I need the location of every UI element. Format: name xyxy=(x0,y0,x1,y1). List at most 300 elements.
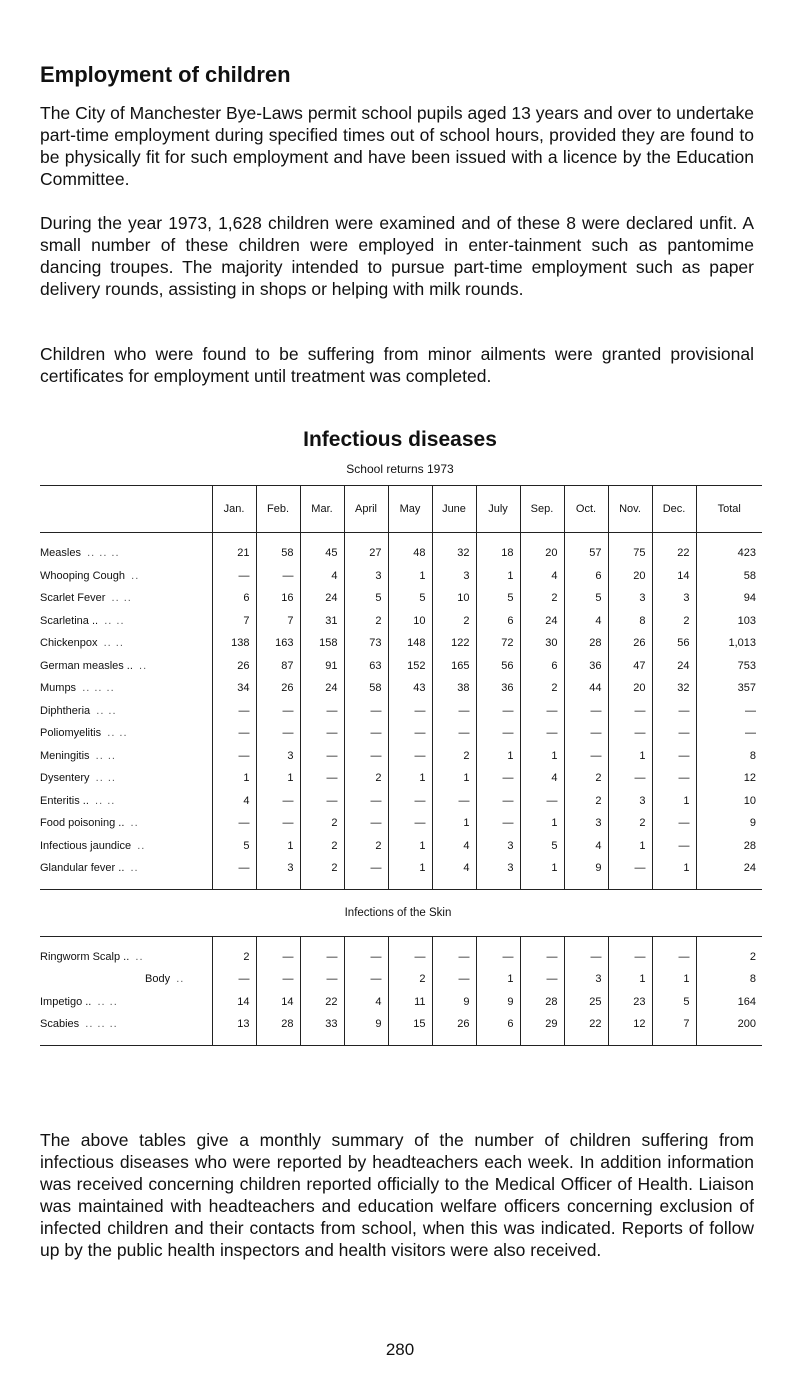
spacer-cell xyxy=(696,533,762,543)
month-value-cell: 4 xyxy=(520,767,564,790)
month-value-cell: 36 xyxy=(564,655,608,678)
month-value-cell: — xyxy=(344,722,388,745)
month-value-cell: — xyxy=(388,946,432,969)
column-header: May xyxy=(388,486,432,533)
month-value-cell: 24 xyxy=(300,587,344,610)
month-value-cell: 2 xyxy=(520,677,564,700)
month-value-cell: 91 xyxy=(300,655,344,678)
table-row xyxy=(40,542,762,565)
month-value-cell: 1 xyxy=(256,767,300,790)
row-label: Scabies xyxy=(40,1018,80,1031)
month-value-cell: — xyxy=(300,722,344,745)
month-value-cell: 4 xyxy=(432,835,476,858)
row-total-cell: 10 xyxy=(696,790,762,813)
month-value-cell: 72 xyxy=(476,632,520,655)
month-value-cell: 10 xyxy=(388,610,432,633)
month-value-cell: 11 xyxy=(388,991,432,1014)
row-label-cell xyxy=(40,722,212,745)
column-header: Total xyxy=(696,486,762,533)
month-value-cell: 3 xyxy=(344,565,388,588)
month-value-cell: 6 xyxy=(564,565,608,588)
month-value-cell: — xyxy=(608,722,652,745)
month-value-cell: 2 xyxy=(388,968,432,991)
month-value-cell: 4 xyxy=(564,610,608,633)
month-value-cell: 5 xyxy=(388,587,432,610)
row-total-cell: 357 xyxy=(696,677,762,700)
leader-dots: .. .. .. xyxy=(87,547,120,560)
month-value-cell: — xyxy=(388,812,432,835)
month-value-cell: — xyxy=(432,700,476,723)
paragraph-3: Children who were found to be suffering from minor ailments were granted provisional certificates for employment until treatment was completed. xyxy=(40,344,754,386)
month-value-cell: — xyxy=(212,565,256,588)
month-value-cell: — xyxy=(652,812,696,835)
month-value-cell: 15 xyxy=(388,1013,432,1036)
month-value-cell: 158 xyxy=(300,632,344,655)
spacer-cell xyxy=(388,936,432,946)
month-value-cell: 7 xyxy=(256,610,300,633)
spacer-row xyxy=(40,936,762,946)
spacer-cell xyxy=(608,936,652,946)
month-value-cell: 27 xyxy=(344,542,388,565)
month-value-cell: 7 xyxy=(652,1013,696,1036)
row-label: Glandular fever .. xyxy=(40,862,125,875)
row-label-cell xyxy=(40,655,212,678)
month-value-cell: 44 xyxy=(564,677,608,700)
paragraph-2: During the year 1973, 1,628 children were examined and of these 8 were declared unfit. A small number of these children were employed in enter-tainment such as pantomime dancing troupes. The majority intended to pursue part-time employment such as paper delivery rounds, assisting in shops or helping with milk rounds. xyxy=(40,213,754,299)
row-label: Meningitis xyxy=(40,749,90,762)
row-total-cell: 164 xyxy=(696,991,762,1014)
row-label-cell xyxy=(40,632,212,655)
table-title: Infectious diseases xyxy=(303,428,497,451)
month-value-cell: 3 xyxy=(476,835,520,858)
month-value-cell: — xyxy=(564,700,608,723)
month-value-cell: 1 xyxy=(388,835,432,858)
row-label: Scarlet Fever xyxy=(40,592,106,605)
infectious-diseases-table xyxy=(40,485,762,1046)
month-value-cell: — xyxy=(476,790,520,813)
table-row xyxy=(40,946,762,969)
month-value-cell: — xyxy=(652,700,696,723)
table-row xyxy=(40,610,762,633)
month-value-cell: 23 xyxy=(608,991,652,1014)
row-label: Dysentery xyxy=(40,772,90,785)
paragraph-1: The City of Manchester Bye-Laws permit school pupils aged 13 years and over to undertake part-time employment during specified times out of school hours, provided they are found to be physically fit for such employment and have been issued with a licence by the Education Committee. xyxy=(40,103,754,189)
spacer-row xyxy=(40,533,762,543)
month-value-cell: 1 xyxy=(608,835,652,858)
month-value-cell: 18 xyxy=(476,542,520,565)
month-value-cell: 5 xyxy=(344,587,388,610)
month-value-cell: 1 xyxy=(388,857,432,880)
spacer-cell xyxy=(520,880,564,890)
spacer-cell xyxy=(344,533,388,543)
month-value-cell: 7 xyxy=(212,610,256,633)
spacer-cell xyxy=(564,1036,608,1046)
month-value-cell: 10 xyxy=(432,587,476,610)
table-row xyxy=(40,565,762,588)
month-value-cell: — xyxy=(256,812,300,835)
spacer-cell xyxy=(432,533,476,543)
month-value-cell: 3 xyxy=(476,857,520,880)
month-value-cell: — xyxy=(652,722,696,745)
row-label-cell xyxy=(40,677,212,700)
month-value-cell: — xyxy=(608,857,652,880)
spacer-cell xyxy=(40,1036,212,1046)
month-value-cell: 56 xyxy=(652,632,696,655)
month-value-cell: — xyxy=(300,790,344,813)
month-value-cell: 4 xyxy=(300,565,344,588)
month-value-cell: 2 xyxy=(344,767,388,790)
month-value-cell: — xyxy=(608,767,652,790)
spacer-cell xyxy=(608,1036,652,1046)
month-value-cell: 14 xyxy=(212,991,256,1014)
month-value-cell: 2 xyxy=(564,790,608,813)
month-value-cell: 5 xyxy=(652,991,696,1014)
table-header-row xyxy=(40,486,762,533)
row-label-cell xyxy=(40,745,212,768)
month-value-cell: 2 xyxy=(300,812,344,835)
spacer-cell xyxy=(256,880,300,890)
month-value-cell: 3 xyxy=(564,812,608,835)
spacer-cell xyxy=(564,936,608,946)
row-label: Scarletina .. xyxy=(40,614,99,627)
month-value-cell: — xyxy=(212,722,256,745)
spacer-cell xyxy=(256,936,300,946)
month-value-cell: 138 xyxy=(212,632,256,655)
month-value-cell: 5 xyxy=(212,835,256,858)
month-value-cell: 20 xyxy=(608,565,652,588)
month-value-cell: 12 xyxy=(608,1013,652,1036)
month-value-cell: — xyxy=(476,767,520,790)
row-total-cell: 200 xyxy=(696,1013,762,1036)
month-value-cell: 21 xyxy=(212,542,256,565)
month-value-cell: 38 xyxy=(432,677,476,700)
table-subtitle: School returns 1973 xyxy=(346,462,454,476)
month-value-cell: 3 xyxy=(564,968,608,991)
spacer-row xyxy=(40,880,762,890)
month-value-cell: 47 xyxy=(608,655,652,678)
month-value-cell: — xyxy=(564,722,608,745)
month-value-cell: 6 xyxy=(520,655,564,678)
row-total-cell: 9 xyxy=(696,812,762,835)
month-value-cell: 16 xyxy=(256,587,300,610)
month-value-cell: 1 xyxy=(388,767,432,790)
column-header: June xyxy=(432,486,476,533)
table-row xyxy=(40,857,762,880)
column-header: Mar. xyxy=(300,486,344,533)
month-value-cell: 6 xyxy=(476,1013,520,1036)
month-value-cell: 9 xyxy=(476,991,520,1014)
month-value-cell: — xyxy=(212,812,256,835)
month-value-cell: 3 xyxy=(256,745,300,768)
month-value-cell: — xyxy=(520,700,564,723)
leader-dots: .. .. .. xyxy=(85,1018,118,1031)
leader-dots: .. .. xyxy=(111,592,132,605)
month-value-cell: 25 xyxy=(564,991,608,1014)
column-header: Jan. xyxy=(212,486,256,533)
month-value-cell: 1 xyxy=(520,812,564,835)
month-value-cell: 3 xyxy=(256,857,300,880)
spacer-cell xyxy=(40,533,212,543)
month-value-cell: — xyxy=(344,700,388,723)
spacer-cell xyxy=(476,936,520,946)
row-label: Food poisoning .. xyxy=(40,817,125,830)
month-value-cell: 163 xyxy=(256,632,300,655)
spacer-cell xyxy=(652,533,696,543)
column-header: Feb. xyxy=(256,486,300,533)
month-value-cell: — xyxy=(344,812,388,835)
month-value-cell: — xyxy=(388,745,432,768)
month-value-cell: — xyxy=(476,946,520,969)
table-row xyxy=(40,655,762,678)
row-total-cell: 24 xyxy=(696,857,762,880)
row-label-cell xyxy=(40,991,212,1014)
month-value-cell: 3 xyxy=(608,790,652,813)
row-label-cell xyxy=(40,790,212,813)
leader-dots: .. xyxy=(176,973,185,986)
row-label-cell xyxy=(40,565,212,588)
spacer-cell xyxy=(300,936,344,946)
spacer-cell xyxy=(388,880,432,890)
month-value-cell: — xyxy=(344,968,388,991)
month-value-cell: 4 xyxy=(432,857,476,880)
table-body xyxy=(40,486,762,1046)
month-value-cell: — xyxy=(212,745,256,768)
row-label: Whooping Cough xyxy=(40,569,126,582)
page-number: 280 xyxy=(385,1340,415,1359)
month-value-cell: 36 xyxy=(476,677,520,700)
month-value-cell: 2 xyxy=(432,745,476,768)
header-blank-cell xyxy=(40,486,212,533)
leader-dots: .. .. xyxy=(95,772,116,785)
month-value-cell: — xyxy=(432,946,476,969)
leader-dots: .. xyxy=(137,839,146,852)
month-value-cell: 2 xyxy=(344,610,388,633)
month-value-cell: 22 xyxy=(300,991,344,1014)
month-value-cell: — xyxy=(344,946,388,969)
month-value-cell: 2 xyxy=(652,610,696,633)
spacer-cell xyxy=(40,936,212,946)
leader-dots: .. .. xyxy=(97,995,118,1008)
month-value-cell: 9 xyxy=(432,991,476,1014)
month-value-cell: 22 xyxy=(652,542,696,565)
month-value-cell: 4 xyxy=(520,565,564,588)
month-value-cell: — xyxy=(300,767,344,790)
month-value-cell: — xyxy=(300,745,344,768)
leader-dots: .. .. xyxy=(95,794,116,807)
column-header: Nov. xyxy=(608,486,652,533)
table-row xyxy=(40,587,762,610)
month-value-cell: 1 xyxy=(652,968,696,991)
table-row xyxy=(40,677,762,700)
spacer-cell xyxy=(388,1036,432,1046)
month-value-cell: 75 xyxy=(608,542,652,565)
row-total-cell: — xyxy=(696,700,762,723)
month-value-cell: — xyxy=(256,946,300,969)
month-value-cell: 63 xyxy=(344,655,388,678)
row-label: Mumps xyxy=(40,682,77,695)
month-value-cell: 4 xyxy=(564,835,608,858)
month-value-cell: 6 xyxy=(476,610,520,633)
month-value-cell: 29 xyxy=(520,1013,564,1036)
column-header: Dec. xyxy=(652,486,696,533)
month-value-cell: — xyxy=(256,565,300,588)
leader-dots: .. .. .. xyxy=(82,682,115,695)
month-value-cell: — xyxy=(432,722,476,745)
month-value-cell: — xyxy=(608,700,652,723)
row-total-cell: 58 xyxy=(696,565,762,588)
row-total-cell: 8 xyxy=(696,968,762,991)
table-row xyxy=(40,991,762,1014)
month-value-cell: 14 xyxy=(256,991,300,1014)
month-value-cell: 2 xyxy=(432,610,476,633)
row-label: Infectious jaundice xyxy=(40,839,132,852)
month-value-cell: 122 xyxy=(432,632,476,655)
month-value-cell: 3 xyxy=(608,587,652,610)
month-value-cell: — xyxy=(652,745,696,768)
month-value-cell: — xyxy=(520,946,564,969)
month-value-cell: 48 xyxy=(388,542,432,565)
month-value-cell: 4 xyxy=(344,991,388,1014)
row-label: German measles .. xyxy=(40,659,133,672)
month-value-cell: 6 xyxy=(212,587,256,610)
month-value-cell: 1 xyxy=(652,857,696,880)
month-value-cell: 1 xyxy=(476,745,520,768)
month-value-cell: 9 xyxy=(344,1013,388,1036)
row-label-cell xyxy=(40,587,212,610)
month-value-cell: 5 xyxy=(520,835,564,858)
leader-dots: .. .. xyxy=(104,614,125,627)
spacer-cell xyxy=(344,1036,388,1046)
month-value-cell: 2 xyxy=(520,587,564,610)
month-value-cell: 1 xyxy=(608,968,652,991)
month-value-cell: 45 xyxy=(300,542,344,565)
spacer-cell xyxy=(300,1036,344,1046)
month-value-cell: — xyxy=(300,968,344,991)
row-total-cell: 28 xyxy=(696,835,762,858)
month-value-cell: — xyxy=(652,946,696,969)
month-value-cell: 30 xyxy=(520,632,564,655)
leader-dots: .. .. xyxy=(96,704,117,717)
spacer-cell xyxy=(300,880,344,890)
month-value-cell: 148 xyxy=(388,632,432,655)
row-label: Body xyxy=(145,973,171,986)
spacer-cell xyxy=(432,880,476,890)
month-value-cell: — xyxy=(256,700,300,723)
spacer-cell xyxy=(388,533,432,543)
spacer-cell xyxy=(696,936,762,946)
month-value-cell: 43 xyxy=(388,677,432,700)
spacer-cell xyxy=(652,1036,696,1046)
row-label: Diphtheria xyxy=(40,704,91,717)
column-header: Sep. xyxy=(520,486,564,533)
month-value-cell: 26 xyxy=(212,655,256,678)
spacer-cell xyxy=(476,1036,520,1046)
month-value-cell: 24 xyxy=(652,655,696,678)
column-header: April xyxy=(344,486,388,533)
spacer-cell xyxy=(520,533,564,543)
column-header: Oct. xyxy=(564,486,608,533)
month-value-cell: 28 xyxy=(564,632,608,655)
spacer-cell xyxy=(520,936,564,946)
spacer-cell xyxy=(476,880,520,890)
spacer-cell xyxy=(652,880,696,890)
row-total-cell: 12 xyxy=(696,767,762,790)
month-value-cell: — xyxy=(388,700,432,723)
month-value-cell: 1 xyxy=(520,745,564,768)
table-row xyxy=(40,632,762,655)
month-value-cell: 31 xyxy=(300,610,344,633)
table-row xyxy=(40,700,762,723)
row-label-cell xyxy=(40,1013,212,1036)
month-value-cell: — xyxy=(652,767,696,790)
month-value-cell: — xyxy=(256,722,300,745)
month-value-cell: 26 xyxy=(432,1013,476,1036)
row-label-cell xyxy=(40,812,212,835)
month-value-cell: 8 xyxy=(608,610,652,633)
spacer-cell xyxy=(520,1036,564,1046)
month-value-cell: — xyxy=(344,790,388,813)
month-value-cell: 26 xyxy=(608,632,652,655)
spacer-cell xyxy=(344,880,388,890)
row-total-cell: 423 xyxy=(696,542,762,565)
month-value-cell: 2 xyxy=(212,946,256,969)
month-value-cell: — xyxy=(564,946,608,969)
paragraph-4: The above tables give a monthly summary of the number of children suffering from infectious diseases who were reported by headteachers each week. In addition information was received concerning children reported officially to the Medical Officer of Health. Liaison was maintained with headteachers and education welfare officers concerning exclusion of infected children and their contacts from school, when this was indicated. Reports of follow up by the public health inspectors and health visitors were also received. xyxy=(40,1130,754,1260)
month-value-cell: — xyxy=(344,857,388,880)
month-value-cell: 56 xyxy=(476,655,520,678)
spacer-cell xyxy=(256,1036,300,1046)
month-value-cell: 14 xyxy=(652,565,696,588)
month-value-cell: — xyxy=(256,968,300,991)
spacer-cell xyxy=(212,936,256,946)
month-value-cell: 152 xyxy=(388,655,432,678)
row-label-cell xyxy=(40,610,212,633)
month-value-cell: — xyxy=(212,968,256,991)
month-value-cell: 28 xyxy=(256,1013,300,1036)
month-value-cell: 73 xyxy=(344,632,388,655)
spacer-cell xyxy=(564,533,608,543)
spacer-cell xyxy=(344,936,388,946)
month-value-cell: — xyxy=(476,700,520,723)
spacer-cell xyxy=(608,533,652,543)
row-total-cell: — xyxy=(696,722,762,745)
table-row xyxy=(40,835,762,858)
month-value-cell: — xyxy=(520,722,564,745)
month-value-cell: 1 xyxy=(520,857,564,880)
skin-section-title: Infections of the Skin xyxy=(40,889,762,936)
month-value-cell: — xyxy=(564,745,608,768)
table-row xyxy=(40,745,762,768)
spacer-cell xyxy=(696,1036,762,1046)
month-value-cell: 24 xyxy=(520,610,564,633)
month-value-cell: 24 xyxy=(300,677,344,700)
month-value-cell: 1 xyxy=(432,767,476,790)
leader-dots: .. xyxy=(139,659,148,672)
spacer-cell xyxy=(300,533,344,543)
spacer-cell xyxy=(212,880,256,890)
month-value-cell: 3 xyxy=(432,565,476,588)
spacer-cell xyxy=(608,880,652,890)
month-value-cell: 57 xyxy=(564,542,608,565)
month-value-cell: — xyxy=(388,722,432,745)
month-value-cell: 1 xyxy=(476,565,520,588)
row-label: Ringworm Scalp .. xyxy=(40,950,130,963)
table-row xyxy=(40,968,762,991)
row-total-cell: 94 xyxy=(696,587,762,610)
month-value-cell: 32 xyxy=(432,542,476,565)
month-value-cell: — xyxy=(212,857,256,880)
month-value-cell: — xyxy=(432,790,476,813)
